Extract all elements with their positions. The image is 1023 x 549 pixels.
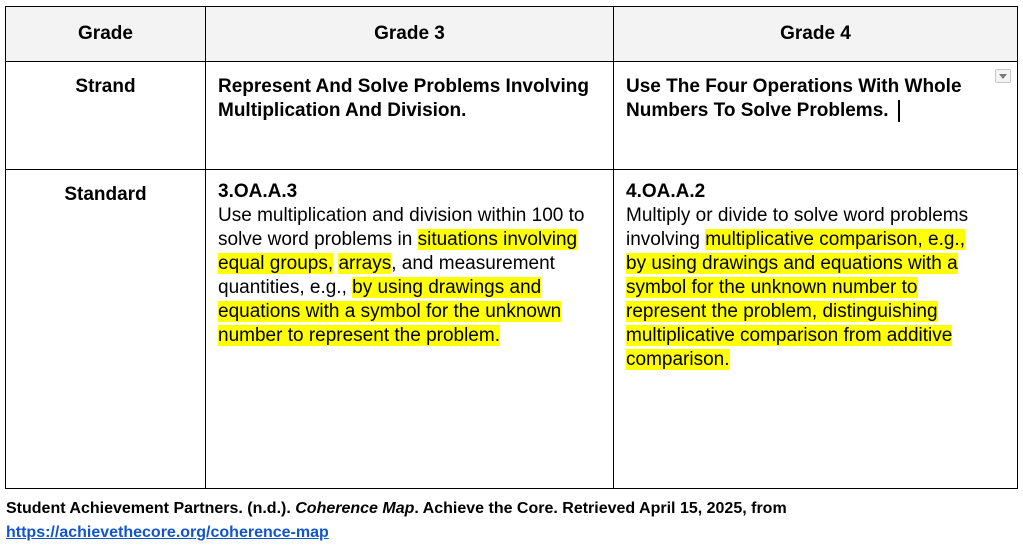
text-segment: Use multiplication and division within 100 to solve word problems in <box>218 205 585 250</box>
strand-grade-4[interactable] <box>614 62 1018 170</box>
header-grade-4: Grade 4 <box>614 7 1018 62</box>
standard-label: Standard <box>6 170 206 489</box>
highlight-segment: arrays <box>338 253 392 274</box>
strand-grade-3-text: Represent And Solve Problems Involving Multiplication And Division. <box>218 76 589 121</box>
citation-rest: . Achieve the Core. Retrieved April 15, 2025, from <box>414 500 787 517</box>
strand-grade-3[interactable] <box>206 62 614 170</box>
standard-grade-3[interactable] <box>206 170 614 489</box>
text-cursor <box>898 100 900 122</box>
citation <box>6 497 1016 545</box>
header-grade: Grade <box>6 7 206 62</box>
standard-code-4: 4.OA.A.2 <box>626 181 706 202</box>
header-row <box>6 7 1018 62</box>
standards-table <box>5 6 1018 489</box>
standard-row <box>6 170 1018 489</box>
citation-title: Coherence Map <box>295 500 415 517</box>
highlight-segment: multiplicative comparison, e.g., by using drawings and equations with a symbol for the unknown number to represent the problem, distinguishing multiplicative comparison from additive comparison. <box>626 229 965 370</box>
header-grade-3: Grade 3 <box>206 7 614 62</box>
strand-label: Strand <box>6 62 206 170</box>
text-segment: , and measurement quantities, e.g., <box>218 253 555 298</box>
cell-dropdown-icon[interactable] <box>995 69 1011 83</box>
citation-author: Student Achievement Partners. (n.d.). <box>6 500 296 517</box>
highlight-segment: situations involving equal groups, <box>218 229 578 274</box>
strand-row <box>6 62 1018 170</box>
strand-grade-4-text: Use The Four Operations With Whole Numbers To Solve Problems. <box>626 76 962 121</box>
standard-text-4 <box>626 204 1007 372</box>
standard-code-3: 3.OA.A.3 <box>218 181 298 202</box>
citation-link[interactable]: https://achievethecore.org/coherence-map <box>6 524 329 541</box>
highlight-segment: by using drawings and equations with a symbol for the unknown number to represent the problem. <box>218 277 562 346</box>
text-segment: Multiply or divide to solve word problems involving <box>626 205 969 250</box>
standard-grade-4[interactable] <box>614 170 1018 489</box>
standard-text-3 <box>218 204 603 348</box>
